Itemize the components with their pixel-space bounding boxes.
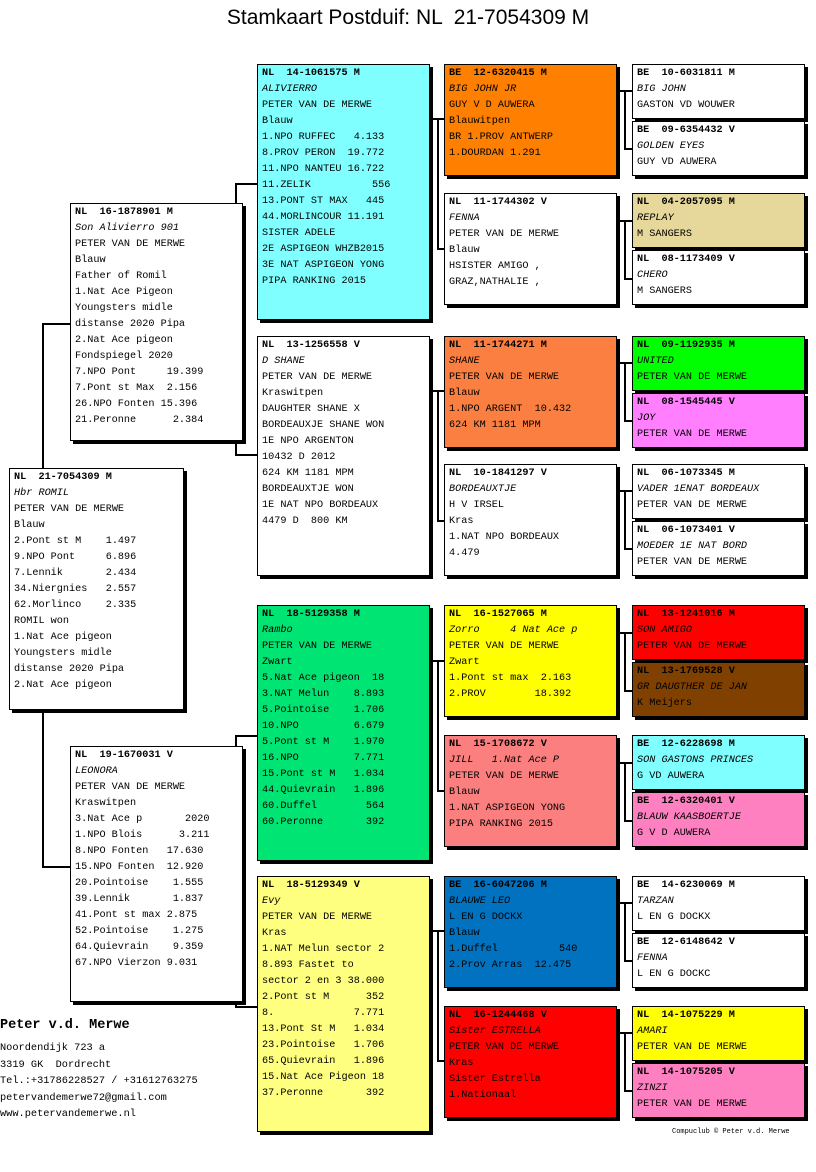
connector-line xyxy=(437,660,439,790)
connector-line xyxy=(437,248,444,250)
pigeon-name: BIG JOHN xyxy=(637,84,686,95)
connector-line xyxy=(430,930,444,932)
pigeon-card-g4 xyxy=(632,250,805,305)
pedigree-line: Zwart xyxy=(262,657,293,668)
pedigree-line: Kras xyxy=(262,928,287,939)
pedigree-line: SISTER ADELE xyxy=(262,228,336,239)
page-title: Stamkaart Postduif: NL 21-7054309 M xyxy=(226,6,590,29)
connector-line xyxy=(624,632,626,690)
breeder-address: Noordendijk 723 a xyxy=(0,1042,106,1054)
ring-number: NL 11-1744302 V xyxy=(449,197,547,208)
breeder-owner: PETER VAN DE MERWE xyxy=(637,641,748,652)
pedigree-line: 1E NAT NPO BORDEAUX xyxy=(262,500,379,511)
pedigree-line: 44.MORLINCOUR 11.191 xyxy=(262,212,385,223)
ring-number: BE 12-6148642 V xyxy=(637,937,735,948)
breeder-owner: PETER VAN DE MERWE xyxy=(449,1042,560,1053)
pedigree-line: 23.Pointoise 1.706 xyxy=(262,1040,385,1051)
pedigree-line: 15.Nat Ace Pigeon 18 xyxy=(262,1072,385,1083)
ring-number: NL 13-1769528 V xyxy=(637,666,735,677)
pigeon-name: SON GASTONS PRINCES xyxy=(637,755,754,766)
breeder-owner: PETER VAN DE MERWE xyxy=(262,912,373,923)
pigeon-card-ssd xyxy=(444,193,617,305)
pedigree-line: 8.PROV PERON 19.772 xyxy=(262,148,385,159)
ring-number: NL 13-1241016 M xyxy=(637,609,735,620)
pedigree-line: 1.NPO ARGENT 10.432 xyxy=(449,404,572,415)
copyright-notice: Compuclub © Peter v.d. Merwe xyxy=(672,1128,790,1136)
ring-number: BE 09-6354432 V xyxy=(637,125,735,136)
pigeon-name: Sister ESTRELLA xyxy=(449,1026,541,1037)
pedigree-line: 34.Niergnies 2.557 xyxy=(14,584,137,595)
pigeon-name: JILL 1.Nat Ace P xyxy=(449,755,560,766)
pigeon-name: CHERO xyxy=(637,270,668,281)
pedigree-line: 3.Nat Ace p 2020 xyxy=(75,814,210,825)
ring-number: NL 14-1061575 M xyxy=(262,68,360,79)
connector-line xyxy=(624,762,626,820)
breeder-owner: PETER VAN DE MERWE xyxy=(449,641,560,652)
pigeon-name: BIG JOHN JR xyxy=(449,84,517,95)
pedigree-line: 1.NPO Blois 3.211 xyxy=(75,830,210,841)
pedigree-line: BORDEAUXTJE WON xyxy=(262,484,354,495)
connector-line xyxy=(624,960,632,962)
pedigree-line: 10432 D 2012 xyxy=(262,452,336,463)
pedigree-line: Blauw xyxy=(14,520,45,531)
pigeon-name: FENNA xyxy=(449,213,480,224)
breeder-owner: PETER VAN DE MERWE xyxy=(637,429,748,440)
pedigree-line: distanse 2020 Pipa xyxy=(75,319,186,330)
pedigree-line: 1.NAT ASPIGEON YONG xyxy=(449,803,566,814)
pedigree-line: 5.Nat Ace pigeon 18 xyxy=(262,673,385,684)
pigeon-card-g5 xyxy=(632,336,805,391)
pedigree-line: Blauw xyxy=(75,255,106,266)
pedigree-line: 2.Pont st M 1.497 xyxy=(14,536,137,547)
connector-line xyxy=(624,362,626,420)
pedigree-line: 624 KM 1181 MPM xyxy=(262,468,354,479)
breeder-owner: L EN G DOCKX xyxy=(637,912,711,923)
pedigree-line: 2.Prov Arras 12.475 xyxy=(449,960,572,971)
pigeon-name: SHANE xyxy=(449,356,480,367)
ring-number: NL 08-1545445 V xyxy=(637,397,735,408)
pedigree-line: 1.NAT NPO BORDEAUX xyxy=(449,532,560,543)
pedigree-line: 624 KM 1181 MPM xyxy=(449,420,541,431)
pedigree-line: 16.NPO 7.771 xyxy=(262,753,385,764)
breeder-owner: PETER VAN DE MERWE xyxy=(637,372,748,383)
pigeon-card-g2 xyxy=(632,121,805,176)
ring-number: NL 10-1841297 V xyxy=(449,468,547,479)
connector-line xyxy=(437,520,444,522)
pedigree-line: 4479 D 800 KM xyxy=(262,516,348,527)
pigeon-card-sds xyxy=(444,336,617,448)
pedigree-line: 1.Nat Ace pigeon xyxy=(14,632,112,643)
pigeon-name: Son Alivierro 901 xyxy=(75,223,179,234)
breeder-owner: PETER VAN DE MERWE xyxy=(75,239,186,250)
connector-line xyxy=(42,323,44,469)
ring-number: NL 21-7054309 M xyxy=(14,472,112,483)
breeder-owner: K Meijers xyxy=(637,698,693,709)
pigeon-name: BLAUW KAASBOERTJE xyxy=(637,812,741,823)
pigeon-name: MOEDER 1E NAT BORD xyxy=(637,541,748,552)
ring-number: NL 16-1527065 M xyxy=(449,609,547,620)
pedigree-line: 41.Pont st max 2.875 xyxy=(75,910,198,921)
pedigree-line: 1.Pont st max 2.163 xyxy=(449,673,572,684)
ring-number: NL 04-2057095 M xyxy=(637,197,735,208)
breeder-owner: PETER VAN DE MERWE xyxy=(637,500,748,511)
pigeon-name: Evy xyxy=(262,896,281,907)
ring-number: NL 18-5129358 M xyxy=(262,609,360,620)
pedigree-line: 1E NPO ARGENTON xyxy=(262,436,354,447)
pedigree-line: 11.ZELIK 556 xyxy=(262,180,391,191)
pigeon-card-ddd xyxy=(444,1006,617,1118)
ring-number: NL 13-1256558 V xyxy=(262,340,360,351)
pedigree-line: BR 1.PROV ANTWERP xyxy=(449,132,553,143)
pedigree-line: 8.893 Fastet to xyxy=(262,960,354,971)
pigeon-name: FENNA xyxy=(637,953,668,964)
pigeon-name: VADER 1ENAT BORDEAUX xyxy=(637,484,760,495)
breeder-owner: GUY VD AUWERA xyxy=(637,157,717,168)
pigeon-name: GR DAUGTHER DE JAN xyxy=(637,682,748,693)
ring-number: BE 14-6230069 M xyxy=(637,880,735,891)
connector-line xyxy=(617,490,632,492)
ring-number: BE 12-6320415 M xyxy=(449,68,547,79)
pedigree-line: 7.Lennik 2.434 xyxy=(14,568,137,579)
pedigree-line: 2.Nat Ace pigeon xyxy=(75,335,173,346)
pedigree-line: Kraswitpen xyxy=(75,798,137,809)
pedigree-line: 15.Pont st M 1.034 xyxy=(262,769,385,780)
pigeon-name: LEONORA xyxy=(75,766,118,777)
connector-line xyxy=(235,1006,257,1008)
pedigree-line: 2.PROV 18.392 xyxy=(449,689,572,700)
pigeon-name: REPLAY xyxy=(637,213,674,224)
pedigree-line: Zwart xyxy=(449,657,480,668)
connector-line xyxy=(430,118,444,120)
pigeon-card-sire xyxy=(70,203,243,441)
breeder-city: 3319 GK Dordrecht xyxy=(0,1058,112,1071)
ring-number: NL 09-1192935 M xyxy=(637,340,735,351)
pedigree-line: 4.479 xyxy=(449,548,480,559)
pedigree-line: 21.Peronne 2.384 xyxy=(75,415,204,426)
pigeon-card-g6 xyxy=(632,393,805,448)
connector-line xyxy=(624,420,632,422)
ring-number: NL 06-1073345 M xyxy=(637,468,735,479)
pedigree-line: 1.NPO RUFFEC 4.133 xyxy=(262,132,385,143)
connector-line xyxy=(624,902,626,960)
pedigree-line: 39.Lennik 1.837 xyxy=(75,894,204,905)
breeder-owner: PETER VAN DE MERWE xyxy=(637,1042,748,1053)
pigeon-card-dss xyxy=(444,605,617,717)
pedigree-line: 5.Pont st M 1.970 xyxy=(262,737,385,748)
connector-line xyxy=(624,548,632,550)
pigeon-card-sss xyxy=(444,64,617,176)
ring-number: NL 14-1075205 V xyxy=(637,1067,735,1078)
pedigree-line: 3E NAT ASPIGEON YONG xyxy=(262,260,385,271)
pedigree-line: 2.Pont st M 352 xyxy=(262,992,385,1003)
connector-line xyxy=(624,90,626,148)
pedigree-line: Father of Romil xyxy=(75,271,167,282)
breeder-owner: G V D AUWERA xyxy=(637,828,711,839)
pedigree-line: BORDEAUXJE SHANE WON xyxy=(262,420,385,431)
pedigree-line: 1.Nationaal xyxy=(449,1090,517,1101)
pedigree-line: 2.Nat Ace pigeon xyxy=(14,680,112,691)
connector-line xyxy=(235,735,257,737)
connector-line xyxy=(437,390,439,520)
connector-line xyxy=(624,490,626,548)
ring-number: NL 18-5129349 V xyxy=(262,880,360,891)
pedigree-line: 8.NPO Fonten 17.630 xyxy=(75,846,204,857)
breeder-owner: G VD AUWERA xyxy=(637,771,705,782)
connector-line xyxy=(617,632,632,634)
breeder-owner: L EN G DOCKC xyxy=(637,969,711,980)
connector-line xyxy=(624,1090,632,1092)
pedigree-line: Youngsters midle xyxy=(14,648,112,659)
pedigree-line: ROMIL won xyxy=(14,616,70,627)
breeder-owner: M SANGERS xyxy=(637,286,693,297)
pedigree-line: 1.Nat Ace Pigeon xyxy=(75,287,173,298)
breeder-owner: PETER VAN DE MERWE xyxy=(637,557,748,568)
pedigree-line: PIPA RANKING 2015 xyxy=(262,276,366,287)
connector-line xyxy=(437,790,444,792)
pedigree-line: 62.Morlinco 2.335 xyxy=(14,600,137,611)
ring-number: NL 11-1744271 M xyxy=(449,340,547,351)
pedigree-line: 13.Pont St M 1.034 xyxy=(262,1024,385,1035)
pedigree-line: GRAZ,NATHALIE , xyxy=(449,277,541,288)
pigeon-card-g15 xyxy=(632,1006,805,1061)
pigeon-card-g12 xyxy=(632,792,805,847)
pigeon-card-g13 xyxy=(632,876,805,931)
pedigree-line: 37.Peronne 392 xyxy=(262,1088,385,1099)
pedigree-line: 1.Duffel 540 xyxy=(449,944,578,955)
breeder-owner: L EN G DOCKX xyxy=(449,912,523,923)
breeder-contact xyxy=(0,1018,198,1123)
connector-line xyxy=(624,1032,626,1090)
pigeon-name: Zorro 4 Nat Ace p xyxy=(449,625,578,636)
pedigree-line: PIPA RANKING 2015 xyxy=(449,819,553,830)
pedigree-line: 67.NPO Vierzon 9.031 xyxy=(75,958,198,969)
pigeon-card-ds xyxy=(257,605,430,861)
pigeon-card-g10 xyxy=(632,662,805,717)
breeder-name: Peter v.d. Merwe xyxy=(0,1018,130,1033)
breeder-phone: Tel.:+31786228527 / +31612763275 xyxy=(0,1075,198,1087)
pigeon-name: GOLDEN EYES xyxy=(637,141,705,152)
ring-number: NL 16-1244468 V xyxy=(449,1010,547,1021)
pigeon-name: BLAUWE LEO xyxy=(449,896,511,907)
breeder-owner: PETER VAN DE MERWE xyxy=(75,782,186,793)
pigeon-name: D SHANE xyxy=(262,356,305,367)
pigeon-card-g9 xyxy=(632,605,805,660)
pedigree-line: 13.PONT ST MAX 445 xyxy=(262,196,385,207)
ring-number: NL 19-1670031 V xyxy=(75,750,173,761)
pigeon-name: Hbr ROMIL xyxy=(14,488,70,499)
pedigree-line: 5.Pointoise 1.706 xyxy=(262,705,385,716)
connector-line xyxy=(235,454,257,456)
pigeon-card-g11 xyxy=(632,735,805,790)
pigeon-card-sd xyxy=(257,336,430,576)
connector-line xyxy=(430,390,444,392)
pigeon-card-g3 xyxy=(632,193,805,248)
breeder-owner: GUY V D AUWERA xyxy=(449,100,535,111)
pedigree-line: Blauw xyxy=(449,928,480,939)
pedigree-line: Kraswitpen xyxy=(262,388,324,399)
connector-line xyxy=(437,1060,444,1062)
pedigree-line: Sister Estrella xyxy=(449,1074,541,1085)
pedigree-line: sector 2 en 3 38.000 xyxy=(262,976,385,987)
breeder-owner: PETER VAN DE MERWE xyxy=(262,372,373,383)
pigeon-name: JOY xyxy=(637,413,656,424)
connector-line xyxy=(42,709,44,867)
connector-line xyxy=(437,118,439,248)
pedigree-line: 64.Quievrain 9.359 xyxy=(75,942,204,953)
breeder-owner: PETER VAN DE MERWE xyxy=(449,771,560,782)
pedigree-line: distanse 2020 Pipa xyxy=(14,664,125,675)
pigeon-card-g8 xyxy=(632,521,805,576)
connector-line xyxy=(235,183,257,185)
connector-line xyxy=(42,866,70,868)
pedigree-line: 10.NPO 6.679 xyxy=(262,721,385,732)
pigeon-name: ALIVIERRO xyxy=(262,84,318,95)
pedigree-line: 1.DOURDAN 1.291 xyxy=(449,148,541,159)
pedigree-line: Blauw xyxy=(262,116,293,127)
breeder-owner: PETER VAN DE MERWE xyxy=(262,641,373,652)
pedigree-line: DAUGHTER SHANE X xyxy=(262,404,360,415)
pigeon-card-dds xyxy=(444,876,617,988)
pedigree-line: Youngsters midle xyxy=(75,303,173,314)
pigeon-name: TARZAN xyxy=(637,896,674,907)
pigeon-card-sdd xyxy=(444,464,617,576)
breeder-email: petervandemerwe72@gmail.com xyxy=(0,1091,167,1104)
pedigree-line: 3.NAT Melun 8.893 xyxy=(262,689,385,700)
connector-line xyxy=(624,690,632,692)
pigeon-card-g7 xyxy=(632,464,805,519)
connector-line xyxy=(42,323,70,325)
connector-line xyxy=(617,902,632,904)
pigeon-card-g16 xyxy=(632,1063,805,1118)
pedigree-line: 44.Quievrain 1.896 xyxy=(262,785,385,796)
ring-number: NL 14-1075229 M xyxy=(637,1010,735,1021)
pedigree-line: Blauw xyxy=(449,388,480,399)
pigeon-name: SON AMIGO xyxy=(637,625,693,636)
pedigree-line: 7.Pont st Max 2.156 xyxy=(75,383,198,394)
pedigree-line: 60.Peronne 392 xyxy=(262,817,385,828)
connector-line xyxy=(617,362,632,364)
pigeon-name: BORDEAUXTJE xyxy=(449,484,517,495)
pigeon-name: AMARI xyxy=(637,1026,668,1037)
pedigree-line: Blauwitpen xyxy=(449,116,511,127)
ring-number: BE 10-6031811 M xyxy=(637,68,735,79)
pedigree-line: HSISTER AMIGO , xyxy=(449,261,541,272)
pedigree-line: 52.Pointoise 1.275 xyxy=(75,926,204,937)
pedigree-line: 65.Quievrain 1.896 xyxy=(262,1056,385,1067)
connector-line xyxy=(617,762,632,764)
pedigree-line: Blauw xyxy=(449,245,480,256)
pigeon-card-g14 xyxy=(632,933,805,988)
pedigree-line: 8. 7.771 xyxy=(262,1008,385,1019)
pigeon-card-dd xyxy=(257,876,430,1132)
ring-number: NL 15-1708672 V xyxy=(449,739,547,750)
pedigree-line: 26.NPO Fonten 15.396 xyxy=(75,399,198,410)
pedigree-line: Kras xyxy=(449,1058,474,1069)
connector-line xyxy=(437,930,439,1060)
connector-line xyxy=(617,220,632,222)
ring-number: BE 16-6047206 M xyxy=(449,880,547,891)
pedigree-line: 60.Duffel 564 xyxy=(262,801,385,812)
breeder-owner: H V IRSEL xyxy=(449,500,505,511)
ring-number: NL 06-1073401 V xyxy=(637,525,735,536)
pedigree-line: 1.NAT Melun sector 2 xyxy=(262,944,385,955)
pigeon-name: ZINZI xyxy=(637,1083,668,1094)
connector-line xyxy=(617,1032,632,1034)
pedigree-line: 7.NPO Pont 19.399 xyxy=(75,367,204,378)
pigeon-name: UNITED xyxy=(637,356,674,367)
breeder-website: www.petervandemerwe.nl xyxy=(0,1108,136,1120)
ring-number: BE 12-6320401 V xyxy=(637,796,735,807)
pigeon-card-g1 xyxy=(632,64,805,119)
ring-number: BE 12-6228698 M xyxy=(637,739,735,750)
connector-line xyxy=(624,220,626,278)
breeder-owner: PETER VAN DE MERWE xyxy=(637,1099,748,1110)
breeder-owner: GASTON VD WOUWER xyxy=(637,100,735,111)
pedigree-line: Fondspiegel 2020 xyxy=(75,351,173,362)
pedigree-line: 9.NPO Pont 6.896 xyxy=(14,552,137,563)
connector-line xyxy=(624,148,632,150)
pigeon-card-dam xyxy=(70,746,243,1002)
connector-line xyxy=(430,660,444,662)
breeder-owner: PETER VAN DE MERWE xyxy=(262,100,373,111)
pedigree-line: 11.NPO NANTEU 16.722 xyxy=(262,164,385,175)
connector-line xyxy=(624,820,632,822)
pedigree-line: Blauw xyxy=(449,787,480,798)
breeder-owner: PETER VAN DE MERWE xyxy=(449,229,560,240)
pedigree-line: 2E ASPIGEON WHZB2015 xyxy=(262,244,385,255)
pedigree-line: 15.NPO Fonten 12.920 xyxy=(75,862,204,873)
pigeon-name: Rambo xyxy=(262,625,293,636)
ring-number: NL 08-1173409 V xyxy=(637,254,735,265)
pedigree-line: Kras xyxy=(449,516,474,527)
ring-number: NL 16-1878901 M xyxy=(75,207,173,218)
pigeon-card-dsd xyxy=(444,735,617,847)
breeder-owner: PETER VAN DE MERWE xyxy=(14,504,125,515)
pigeon-card-ss xyxy=(257,64,430,320)
connector-line xyxy=(617,90,632,92)
pigeon-card-subject xyxy=(9,468,184,710)
connector-line xyxy=(624,278,632,280)
breeder-owner: M SANGERS xyxy=(637,229,693,240)
breeder-owner: PETER VAN DE MERWE xyxy=(449,372,560,383)
pedigree-line: 20.Pointoise 1.555 xyxy=(75,878,204,889)
